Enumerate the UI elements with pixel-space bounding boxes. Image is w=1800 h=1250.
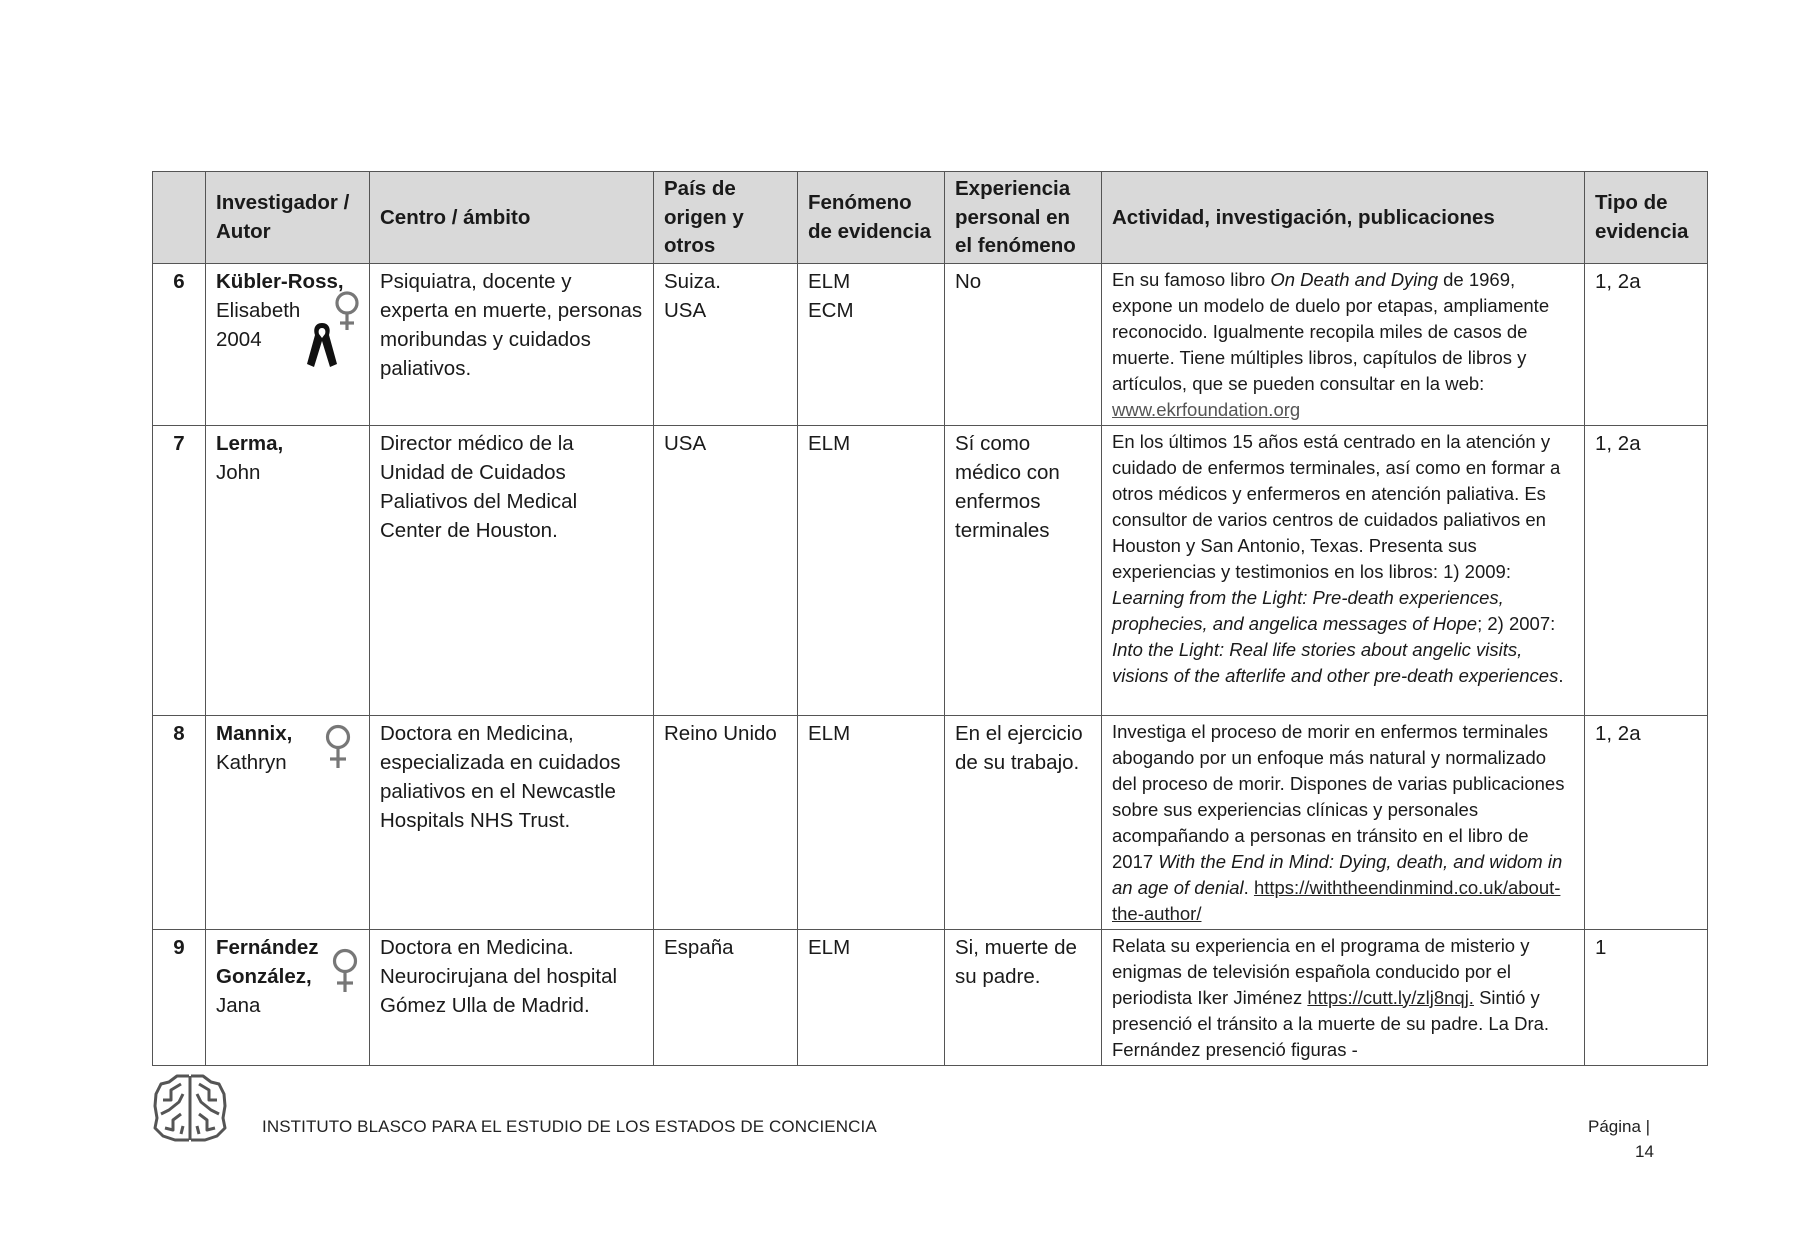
row-number: 8 <box>153 715 206 929</box>
investigator-surname: Lerma, <box>216 431 284 455</box>
brain-maze-logo <box>151 1070 229 1146</box>
activity-text: Sintió y presenció el tránsito a la muerte de su padre. La Dra. Fernández presenció figuras - <box>1112 986 1550 1060</box>
investigator-cell <box>206 425 370 715</box>
table-row <box>153 715 1708 929</box>
header-center: Centro / ámbito <box>370 172 654 264</box>
header-country: País de origen y otros <box>654 172 798 264</box>
center-cell: Doctora en Medicina, especializada en cuidados paliativos en el Newcastle Hospitals NHS Trust. <box>370 715 654 929</box>
experience-cell: En el ejercicio de su trabajo. <box>945 715 1102 929</box>
experience-cell: Si, muerte de su padre. <box>945 929 1102 1065</box>
activity-text: . <box>1243 876 1249 898</box>
phenomenon-cell: ELM <box>798 929 945 1065</box>
investigator-given-name: Jana <box>216 993 261 1017</box>
book-title: Learning from the Light: Pre-death experiences, prophecies, and angelica messages of Hope <box>1112 586 1504 634</box>
row-number: 7 <box>153 425 206 715</box>
country-line: Suiza. <box>664 269 721 293</box>
table-row <box>153 425 1708 715</box>
row-number: 6 <box>153 263 206 425</box>
evidence-cell: 1, 2a <box>1585 425 1708 715</box>
experience-cell: No <box>945 263 1102 425</box>
investigator-surname: Fernández González, <box>216 935 319 988</box>
investigator-given-name: Elisabeth <box>216 298 301 322</box>
female-symbol-icon <box>323 724 353 770</box>
activity-cell <box>1102 715 1585 929</box>
phenomenon-cell: ELM <box>798 425 945 715</box>
activity-text: de 1969, expone un modelo de duelo por etapas, ampliamente reconocido. Igualmente recopila miles de casos de muerte. Tiene múltiples libros, capítulos de libros y artículos, que se pueden consultar en la web: <box>1112 268 1550 394</box>
row-number: 9 <box>153 929 206 1065</box>
footer-page-label: Página | <box>1588 1117 1651 1136</box>
author-website-link[interactable]: https://withtheendinmind.co.uk/about-the-author/ <box>1112 876 1561 924</box>
header-activity: Actividad, investigación, publicaciones <box>1102 172 1585 264</box>
activity-text: . <box>1558 664 1564 686</box>
evidence-cell: 1, 2a <box>1585 263 1708 425</box>
activity-text: En los últimos 15 años está centrado en la atención y cuidado de enfermos terminales, así como en formar a otros médicos y enfermeros en atención paliativa. Es consultor de varios centros de cuidados paliativos en Houston y San Antonio, Texas. Presenta sus experiencias y testimonios en los libros: 1) 2009: <box>1112 430 1561 582</box>
phenomenon-line: ELM <box>808 269 851 293</box>
activity-text: Relata su experiencia en el programa de misterio y enigmas de televisión española conducido por el periodista Iker Jiménez <box>1112 934 1530 1008</box>
activity-text: ; 2) 2007: <box>1477 612 1556 634</box>
phenomenon-cell <box>798 263 945 425</box>
activity-text: En su famoso libro <box>1112 268 1271 290</box>
investigator-given-name: John <box>216 460 261 484</box>
investigator-cell <box>206 263 370 425</box>
table-row <box>153 929 1708 1065</box>
header-investigator: Investigador / Autor <box>206 172 370 264</box>
video-link[interactable]: https://cutt.ly/zlj8nqj. <box>1307 986 1474 1008</box>
header-experience: Experiencia personal en el fenómeno <box>945 172 1102 264</box>
researchers-table <box>152 171 1708 1066</box>
center-cell: Psiquiatra, docente y experta en muerte, personas moribundas y cuidados paliativos. <box>370 263 654 425</box>
investigator-given-name: Kathryn <box>216 750 287 774</box>
phenomenon-line: ECM <box>808 298 854 322</box>
country-cell: Reino Unido <box>654 715 798 929</box>
phenomenon-cell: ELM <box>798 715 945 929</box>
country-cell: USA <box>654 425 798 715</box>
book-title: Into the Light: Real life stories about angelic visits, visions of the afterlife and other pre-death experiences <box>1112 638 1559 686</box>
book-title: With the End in Mind: Dying, death, and widom in an age of denial <box>1112 850 1563 898</box>
female-symbol-icon <box>330 948 360 994</box>
activity-cell <box>1102 263 1585 425</box>
footer-page-number: 14 <box>1635 1142 1654 1161</box>
investigator-year: 2004 <box>216 327 262 351</box>
evidence-cell: 1 <box>1585 929 1708 1065</box>
table-row <box>153 263 1708 425</box>
foundation-link[interactable]: www.ekrfoundation.org <box>1112 398 1301 420</box>
activity-cell <box>1102 929 1585 1065</box>
country-line: USA <box>664 298 707 322</box>
book-title: On Death and Dying <box>1270 268 1438 290</box>
header-evidence: Tipo de evidencia <box>1585 172 1708 264</box>
activity-text: Investiga el proceso de morir en enfermos terminales abogando por un enfoque más natural y normalizado del proceso de morir. Dispones de varias publicaciones sobre sus experiencias clínicas y personales acompañando a personas en tránsito en el libro de 2017 <box>1112 720 1565 872</box>
investigator-surname: Mannix, <box>216 721 293 745</box>
country-cell <box>654 263 798 425</box>
header-num <box>153 172 206 264</box>
investigator-surname: Kübler-Ross, <box>216 269 344 293</box>
evidence-cell: 1, 2a <box>1585 715 1708 929</box>
footer-institute-name: INSTITUTO BLASCO PARA EL ESTUDIO DE LOS ESTADOS DE CONCIENCIA <box>262 1117 877 1136</box>
mourning-ribbon-icon <box>305 320 339 370</box>
experience-cell: Sí como médico con enfermos terminales <box>945 425 1102 715</box>
investigator-cell <box>206 715 370 929</box>
investigator-cell <box>206 929 370 1065</box>
activity-cell <box>1102 425 1585 715</box>
header-phenomenon: Fenómeno de evidencia <box>798 172 945 264</box>
table-header-row <box>153 172 1708 264</box>
country-cell: España <box>654 929 798 1065</box>
center-cell: Director médico de la Unidad de Cuidados Paliativos del Medical Center de Houston. <box>370 425 654 715</box>
center-cell: Doctora en Medicina. Neurocirujana del hospital Gómez Ulla de Madrid. <box>370 929 654 1065</box>
